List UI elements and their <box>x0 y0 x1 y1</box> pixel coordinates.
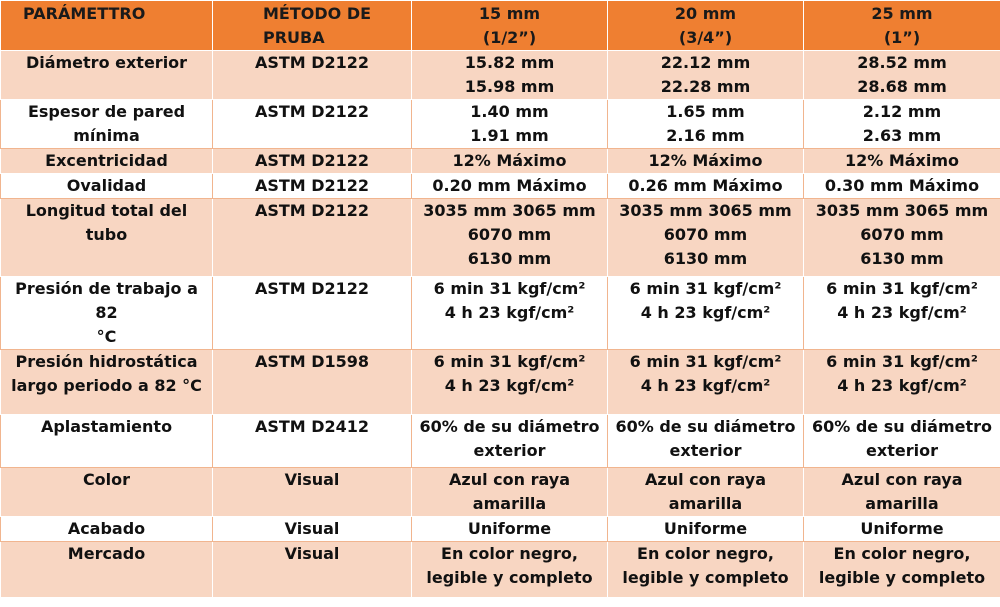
parameter-cell: Presión de trabajo a 82 °C <box>1 277 213 350</box>
value-20mm-cell: 1.65 mm 2.16 mm <box>608 100 804 149</box>
parameter-cell: Ovalidad <box>1 174 213 199</box>
table-row <box>1 174 1000 199</box>
table-row <box>1 517 1000 542</box>
value-15mm-cell: 3035 mm 3065 mm 6070 mm 6130 mm <box>412 199 608 277</box>
value-25mm-cell: Azul con raya amarilla <box>804 468 1000 517</box>
table-row <box>1 415 1000 468</box>
parameter-cell: Mercado <box>1 542 213 598</box>
method-cell: Visual <box>213 542 412 598</box>
method-cell: ASTM D2122 <box>213 199 412 277</box>
method-cell: Visual <box>213 468 412 517</box>
value-15mm-cell: 60% de su diámetro exterior <box>412 415 608 468</box>
value-25mm-cell: 6 min 31 kgf/cm² 4 h 23 kgf/cm² <box>804 277 1000 350</box>
value-15mm-cell: 12% Máximo <box>412 149 608 174</box>
value-15mm-cell: 6 min 31 kgf/cm² 4 h 23 kgf/cm² <box>412 277 608 350</box>
parameter-cell: Longitud total del tubo <box>1 199 213 277</box>
value-15mm-cell: 15.82 mm 15.98 mm <box>412 51 608 100</box>
table-row <box>1 100 1000 149</box>
header-size-20mm: 20 mm (3/4”) <box>608 1 804 51</box>
parameter-cell: Espesor de pared mínima <box>1 100 213 149</box>
parameter-cell: Aplastamiento <box>1 415 213 468</box>
value-15mm-cell: 1.40 mm 1.91 mm <box>412 100 608 149</box>
table-row <box>1 277 1000 350</box>
value-25mm-cell: 60% de su diámetro exterior <box>804 415 1000 468</box>
value-20mm-cell: Uniforme <box>608 517 804 542</box>
value-15mm-cell: En color negro, legible y completo <box>412 542 608 598</box>
method-cell: ASTM D2122 <box>213 51 412 100</box>
table-row <box>1 542 1000 598</box>
value-20mm-cell: 0.26 mm Máximo <box>608 174 804 199</box>
value-25mm-cell: 6 min 31 kgf/cm² 4 h 23 kgf/cm² <box>804 350 1000 415</box>
parameter-cell: Excentricidad <box>1 149 213 174</box>
value-25mm-cell: 2.12 mm 2.63 mm <box>804 100 1000 149</box>
value-15mm-cell: 6 min 31 kgf/cm² 4 h 23 kgf/cm² <box>412 350 608 415</box>
header-size-25mm: 25 mm (1”) <box>804 1 1000 51</box>
value-20mm-cell: 22.12 mm 22.28 mm <box>608 51 804 100</box>
table-row <box>1 149 1000 174</box>
value-20mm-cell: 3035 mm 3065 mm 6070 mm 6130 mm <box>608 199 804 277</box>
parameter-cell: Acabado <box>1 517 213 542</box>
value-20mm-cell: En color negro, legible y completo <box>608 542 804 598</box>
header-test-method: MÉTODO DE PRUBA <box>213 1 412 51</box>
method-cell: ASTM D2122 <box>213 174 412 199</box>
method-cell: ASTM D1598 <box>213 350 412 415</box>
table-row <box>1 468 1000 517</box>
table-row <box>1 51 1000 100</box>
method-cell: ASTM D2122 <box>213 100 412 149</box>
table-row <box>1 199 1000 277</box>
value-20mm-cell: 12% Máximo <box>608 149 804 174</box>
value-15mm-cell: Azul con raya amarilla <box>412 468 608 517</box>
parameter-cell: Diámetro exterior <box>1 51 213 100</box>
value-20mm-cell: 6 min 31 kgf/cm² 4 h 23 kgf/cm² <box>608 350 804 415</box>
value-25mm-cell: En color negro, legible y completo <box>804 542 1000 598</box>
parameter-cell: Color <box>1 468 213 517</box>
table-row <box>1 350 1000 415</box>
value-15mm-cell: 0.20 mm Máximo <box>412 174 608 199</box>
method-cell: ASTM D2122 <box>213 149 412 174</box>
header-parameter: PARÁMETTRO <box>1 1 213 51</box>
method-cell: ASTM D2122 <box>213 277 412 350</box>
value-20mm-cell: 60% de su diámetro exterior <box>608 415 804 468</box>
value-25mm-cell: 28.52 mm 28.68 mm <box>804 51 1000 100</box>
parameter-cell: Presión hidrostática largo periodo a 82 °C <box>1 350 213 415</box>
value-25mm-cell: 12% Máximo <box>804 149 1000 174</box>
value-20mm-cell: 6 min 31 kgf/cm² 4 h 23 kgf/cm² <box>608 277 804 350</box>
table-header-row <box>1 1 1000 51</box>
header-size-15mm: 15 mm (1/2”) <box>412 1 608 51</box>
value-25mm-cell: 0.30 mm Máximo <box>804 174 1000 199</box>
value-20mm-cell: Azul con raya amarilla <box>608 468 804 517</box>
method-cell: Visual <box>213 517 412 542</box>
value-25mm-cell: 3035 mm 3065 mm 6070 mm 6130 mm <box>804 199 1000 277</box>
value-15mm-cell: Uniforme <box>412 517 608 542</box>
method-cell: ASTM D2412 <box>213 415 412 468</box>
value-25mm-cell: Uniforme <box>804 517 1000 542</box>
